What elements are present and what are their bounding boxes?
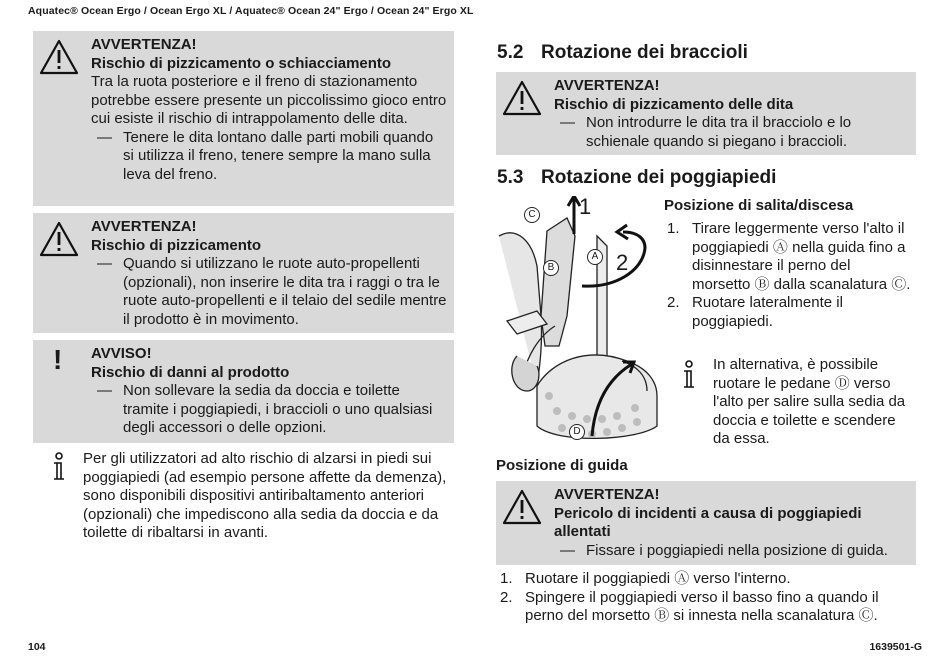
notice-box-product-damage [33,340,454,443]
warning-title: AVVERTENZA! [91,36,197,53]
info-icon [50,452,68,487]
dash-mark: — [97,382,112,399]
bullet-text: Tenere le dita lontano dalle parti mobili quando si utilizza il freno, tenere sempre la mano sulla leva del freno. [123,128,434,183]
section-number: 5.3 [497,167,524,188]
step-number: 2. [667,294,680,311]
subheading-climb-position: Posizione di salita/discesa [664,197,854,214]
warning-triangle-icon [39,221,79,262]
step-number: 1. [500,570,513,587]
warning-box-pinch-crush [33,31,454,206]
list-item [667,220,912,294]
warning-box-finger-pinch [496,72,916,155]
info-icon [680,360,698,395]
figure-callout-2: 2 [616,250,629,275]
dash-mark: — [560,114,575,131]
warning-bullet [554,114,910,151]
dash-mark: — [560,541,575,559]
bullet-text: Non introdurre le dita tra il bracciolo e lo schienale quando si piegano i braccioli. [586,114,852,150]
bullet-text: Fissare i poggiapiedi nella posizione di guida. [586,541,888,559]
exclamation-icon: ! [53,344,63,375]
warning-body: Tra la ruota posteriore e il freno di stazionamento potrebbe essere presente un piccolissimo gioco entro cui esiste il rischio di intrappolamento delle dita. [91,73,447,127]
warning-title: AVVERTENZA! [554,486,660,503]
warning-box-pinch [33,213,454,333]
warning-bullet [91,255,448,329]
warning-subtitle: Pericolo di incidenti a causa di poggiapiedi allentati [554,504,862,540]
notice-bullet [91,382,448,438]
drive-steps [500,570,916,626]
step-text: Ruotare lateralmente il poggiapiedi. [692,294,843,330]
notice-subtitle: Rischio di danni al prodotto [91,363,290,381]
step-text: Spingere il poggiapiedi verso il basso fino a quando il perno del morsetto Ⓑ si innesta nella scanalatura Ⓒ. [525,588,879,624]
section-title: Rotazione dei poggiapiedi [541,167,777,188]
dash-mark: — [97,255,112,272]
document-id: 1639501-G [869,641,922,653]
warning-triangle-icon [502,80,542,121]
section-heading-5-2 [497,42,748,64]
section-title: Rotazione dei braccioli [541,42,748,63]
page-number: 104 [28,641,46,653]
section-heading-5-3 [497,167,776,189]
figure-callout-1: 1 [579,194,592,219]
list-item [500,570,916,589]
figure-label-d: D [569,424,585,440]
info-anti-tip-text: Per gli utilizzatori ad alto rischio di alzarsi in piedi sui poggiapiedi (ad esempio persone affette da demenza), sono disponibili dispositivi antiribaltamento anteriori (opzionali) che impediscono alla sedia da doccia e da toilette di ribaltarsi in avanti. [83,450,447,541]
figure-label-a: A [587,249,603,265]
figure-label-b: B [543,260,559,276]
warning-bullet [91,129,448,185]
warning-subtitle: Rischio di pizzicamento [91,236,262,254]
warning-subtitle: Rischio di pizzicamento delle dita [554,95,794,113]
subheading-drive-position: Posizione di guida [496,457,628,474]
warning-box-loose-footrest [496,481,916,565]
bullet-text: Quando si utilizzano le ruote auto-propellenti (opzionali), non inserire le dita tra i raggi o tra le ruote auto-propellenti e il telaio del sedile mentre il prodotto è in movimento. [123,255,447,328]
figure-label-c: C [524,207,540,223]
dash-mark: — [97,128,112,146]
section-number: 5.2 [497,42,524,63]
step-number: 1. [667,220,680,237]
footrest-rotation-illustration [497,196,662,444]
list-item [500,589,916,626]
notice-title: AVVISO! [91,345,152,362]
warning-triangle-icon [502,489,542,530]
climb-steps [667,220,912,331]
warning-subtitle: Rischio di pizzicamento o schiacciamento [91,54,392,72]
running-header: Aquatec® Ocean Ergo / Ocean Ergo XL / Aquatec® Ocean 24" Ergo / Ocean 24" Ergo XL [28,5,474,17]
list-item [667,294,912,331]
warning-title: AVVERTENZA! [554,77,660,94]
warning-bullet [554,542,910,561]
warning-triangle-icon [39,39,79,80]
bullet-text: Non sollevare la sedia da doccia e toilette tramite i poggiapiedi, i braccioli o uno qualsiasi degli accessori o delle opzioni. [123,382,433,436]
warning-title: AVVERTENZA! [91,218,197,235]
info-footplate-text: In alternativa, è possibile ruotare le pedane Ⓓ verso l'alto per salire sulla sedia da doccia e toilette e scendere da essa. [713,356,906,447]
step-number: 2. [500,588,513,606]
step-text: Tirare leggermente verso l'alto il poggiapiedi Ⓐ nella guida fino a disinnestare il perno del morsetto Ⓑ dalla scanalatura Ⓒ. [692,220,911,293]
step-text: Ruotare il poggiapiedi Ⓐ verso l'interno. [525,570,791,587]
